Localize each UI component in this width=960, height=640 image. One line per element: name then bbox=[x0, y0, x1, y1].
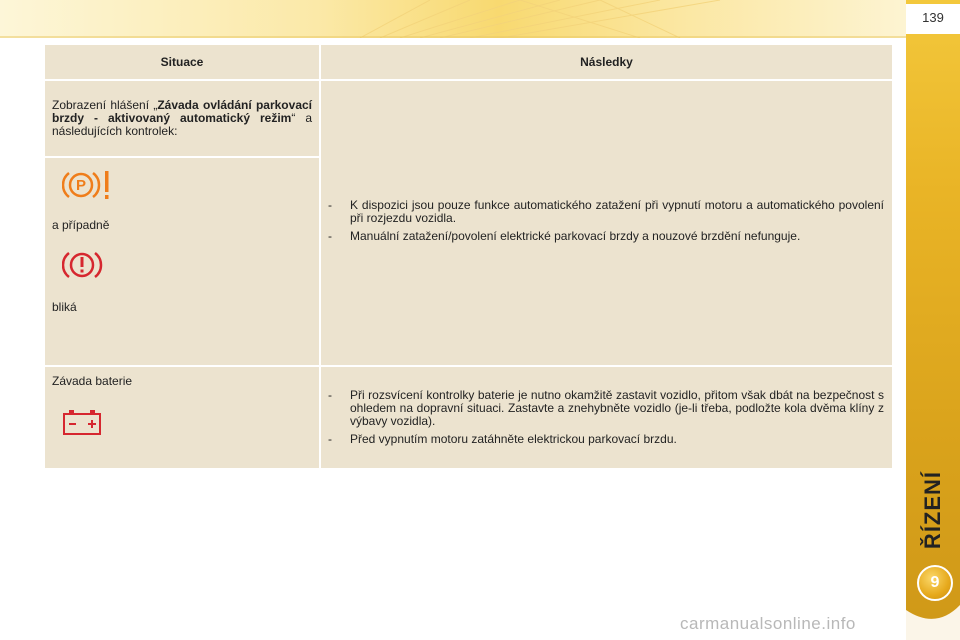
fault-table bbox=[45, 45, 892, 468]
corner-wave bbox=[906, 600, 960, 640]
situation-cell-parking-brake bbox=[45, 80, 320, 366]
bullet-text: K dispozici jsou pouze funkce automatického zatažení při vypnutí motoru a automatického povolení při rozjezdu vozidla. bbox=[350, 197, 884, 225]
situation-cell-battery bbox=[45, 366, 320, 468]
message-prefix: Zobrazení hlášení „ bbox=[52, 98, 158, 112]
and-possibly-label: a případně bbox=[52, 218, 110, 232]
section-title bbox=[908, 460, 958, 560]
header-band bbox=[0, 0, 906, 38]
table-row bbox=[45, 366, 892, 468]
header-situation: Situace bbox=[45, 45, 320, 80]
svg-text:P: P bbox=[75, 177, 87, 194]
message-bold: Závada ovládání parkovací brzdy - aktivovaný automatický režim bbox=[52, 98, 312, 125]
bullet-text: Manuální zatažení/povolení elektrické parkovací brzdy a nouzové brzdění nefunguje. bbox=[350, 228, 801, 243]
inner-divider bbox=[45, 156, 319, 158]
header-decoration bbox=[0, 0, 906, 38]
header-consequence: Následky bbox=[320, 45, 892, 80]
bullet-text: Před vypnutím motoru zatáhněte elektrickou parkovací brzdu. bbox=[350, 432, 677, 446]
parking-brake-p-warning-icon bbox=[62, 168, 114, 202]
flashes-label: bliká bbox=[52, 300, 77, 314]
watermark: carmanualsonline.info bbox=[680, 614, 856, 633]
list-item: - K dispozici jsou pouze funkce automatického zatažení při vypnutí motoru a automatického povolení při rozjezdu vozidla. bbox=[328, 197, 884, 225]
list-item: - Před vypnutím motoru zatáhněte elektrickou parkovací brzdu. bbox=[328, 433, 884, 446]
message-suffix: “ a následujících kontrolek: bbox=[52, 111, 312, 138]
list-item: - Manuální zatažení/povolení elektrické parkovací brzdy a nouzové brzdění nefunguje. bbox=[328, 230, 884, 243]
parking-brake-message bbox=[52, 99, 312, 138]
bullet-text: Při rozsvícení kontrolky baterie je nutno okamžitě zastavit vozidlo, přitom však dbát na bezpečnost s ohledem na dopravní situaci. Zastavte a znehybněte vozidlo (je-li třeba, podložte kola dvěma klíny z výbavy vozidla). bbox=[350, 388, 884, 428]
battery-fault-label: Závada baterie bbox=[52, 374, 133, 388]
chapter-badge: 9 bbox=[917, 565, 953, 601]
list-item: - Při rozsvícení kontrolky baterie je nutno okamžitě zastavit vozidlo, přitom však dbát na bezpečnost s ohledem na dopravní situaci. Zastavte a znehybněte vozidlo (je-li třeba, podložte kola dvěma klíny z výbavy vozidla). bbox=[328, 388, 884, 428]
table-header-row bbox=[45, 45, 892, 80]
brake-warning-icon bbox=[62, 248, 104, 282]
section-title-text: ŘÍZENÍ bbox=[920, 470, 945, 550]
page-number: 139 bbox=[922, 10, 944, 25]
battery-icon bbox=[62, 408, 102, 436]
table-row bbox=[45, 80, 892, 366]
consequence-cell-battery bbox=[320, 366, 892, 468]
consequence-cell-parking-brake bbox=[320, 80, 892, 366]
